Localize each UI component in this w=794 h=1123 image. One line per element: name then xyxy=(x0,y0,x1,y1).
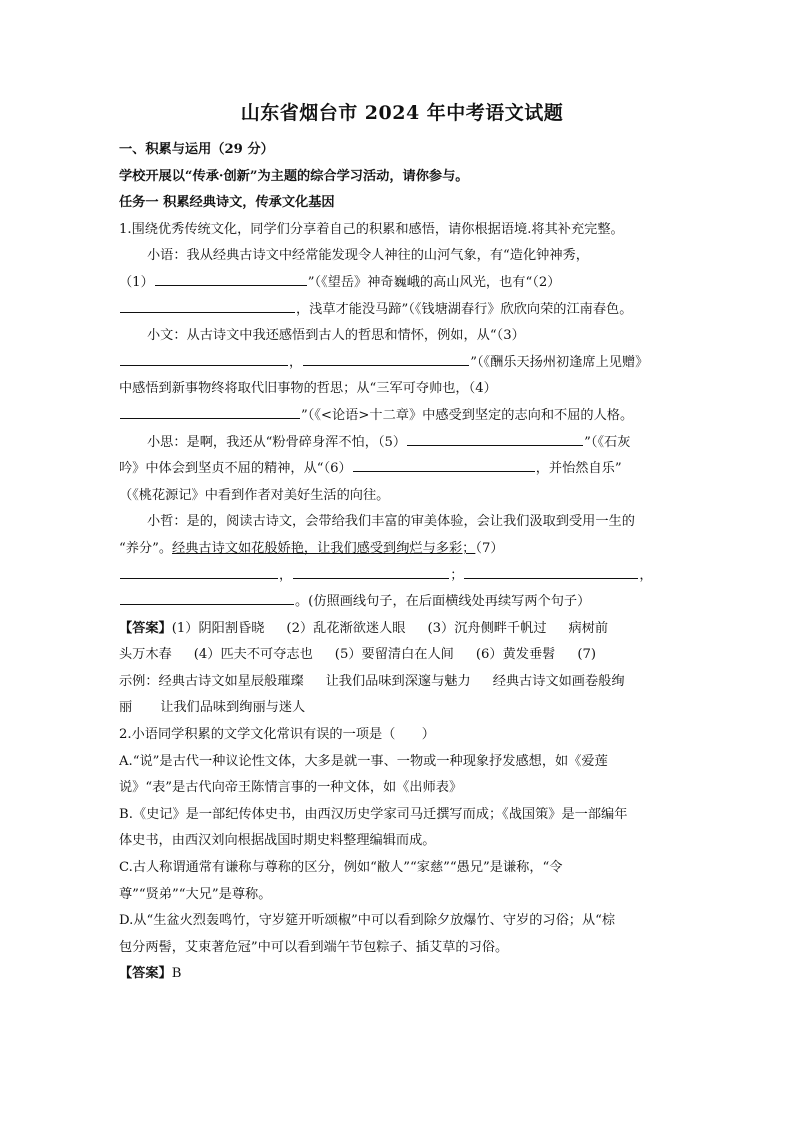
page-title: 山东省烟台市 2024 年中考语文试题 xyxy=(240,102,564,124)
xiaozhe-line-1: 小哲：是的，阅读古诗文，会带给我们丰富的审美体验，会让我们汲取到受用一生的 xyxy=(147,514,635,530)
exam-page xyxy=(119,92,685,988)
answer-item: 让我们品味到深邃与魅力 xyxy=(325,673,471,689)
answer-label: 【答案】 xyxy=(119,620,172,636)
fill-blank-4[interactable] xyxy=(120,403,300,419)
option-c-line-1: C.古人称谓通常有谦称与尊称的区分，例如“敝人”“家慈”“愚兄”是谦称，“令 xyxy=(119,860,563,876)
activity-intro: 学校开展以“传承·创新”为主题的综合学习活动，请你参与。 xyxy=(119,168,469,184)
xiaosi-line-2 xyxy=(119,456,685,483)
answer-value: B xyxy=(171,966,182,982)
xiaowen-line-3: 中感悟到新事物终将取代旧事物的哲思；从“三军可夺帅也，（4） xyxy=(119,381,497,397)
answer-item: 示例：经典古诗文如星辰般璀璨 xyxy=(119,673,304,689)
answer-1-line-3 xyxy=(119,669,685,696)
fill-blank-1[interactable] xyxy=(155,270,307,286)
option-b-line-2: 体史书，由西汉刘向根据战国时期史料整理编辑而成。 xyxy=(119,833,436,849)
fill-blank-7c[interactable] xyxy=(464,563,638,579)
comma: ， xyxy=(279,567,293,583)
answer-item: 病树前 xyxy=(568,620,609,636)
text: ”（《酬乐天扬州初逢席上见赠》 xyxy=(470,354,649,370)
answer-label: 【答案】 xyxy=(119,966,172,982)
question-2-stem: 2.小语同学积累的文学文化常识有误的一项是（ ） xyxy=(119,727,435,743)
answer-1-line-2 xyxy=(119,642,685,669)
answer-item: (7) xyxy=(577,647,597,663)
xiaosi-line-3: （《桃花源记》中看到作者对美好生活的向往。 xyxy=(119,487,390,503)
comma: ， xyxy=(289,354,303,370)
text: 吟》中体会到坚贞不屈的精神，从“（6） xyxy=(119,461,352,477)
text: 小思：是啊，我还从“粉骨碎身浑不怕，（5） xyxy=(147,434,407,450)
answer-item: (1）阴阳割昏晓 xyxy=(171,620,265,636)
label: （1） xyxy=(119,274,154,290)
text: ”（《望岳》神奇巍峨的高山风光，也有“（2） xyxy=(307,274,561,290)
answer-item: 经典古诗文如画卷般绚 xyxy=(492,673,625,689)
xiaoyu-line-2 xyxy=(119,270,685,297)
option-c-line-2: 尊”“贤弟”“大兄”是尊称。 xyxy=(119,886,272,902)
xiaoyu-line-3 xyxy=(119,297,685,324)
semicolon: ； xyxy=(450,567,464,583)
answer-item: (5）要留清白在人间 xyxy=(334,647,454,663)
answer-item: (4）匹夫不可夺志也 xyxy=(193,647,313,663)
option-d-line-2: 包分两髻，艾束著危冠”中可以看到端午节包粽子、插艾草的习俗。 xyxy=(119,939,509,955)
answer-2 xyxy=(119,961,685,988)
xiaozhe-line-2 xyxy=(119,536,685,563)
answer-item: 让我们品味到绚丽与迷人 xyxy=(160,700,306,716)
xiaowen-line-4 xyxy=(119,403,685,430)
fill-blank-7d[interactable] xyxy=(120,589,294,605)
answer-item: (6）黄发垂髫 xyxy=(475,647,556,663)
xiaosi-line-1 xyxy=(119,430,685,457)
text: “养分”。 xyxy=(119,540,173,556)
xiaoyu-line-1: 小语：我从经典古诗文中经常能发现令人神往的山河气象，有“造化钟神秀， xyxy=(147,248,589,264)
text: ”（《<论语>十二章》中感受到坚定的志向和不屈的人格。 xyxy=(301,407,634,423)
fill-blank-3a[interactable] xyxy=(120,350,288,366)
answer-1-line-1 xyxy=(119,616,685,643)
section-heading: 一、积累与运用（29 分） xyxy=(119,142,274,157)
text: 。(仿照画线句子，在后面横线处再续写两个句子） xyxy=(295,594,591,610)
option-b-line-1: B.《史记》是一部纪传体史书，由西汉历史学家司马迁撰写而成；《战国策》是一部编年 xyxy=(119,806,628,822)
answer-item: (3）沉舟侧畔千帆过 xyxy=(427,620,547,636)
text: ”（《石灰 xyxy=(584,434,631,450)
underlined-sentence: 经典古诗文如花般娇艳，让我们感受到绚烂与多彩； xyxy=(172,540,476,556)
fill-blank-2[interactable] xyxy=(120,297,295,313)
text: ，浅草才能没马蹄”（《钱塘湖春行》欣欣向荣的江南春色。 xyxy=(296,301,633,317)
text: （7） xyxy=(475,540,504,556)
xiaowen-line-2 xyxy=(119,350,685,377)
option-a-line-1: A.“说”是古代一种议论性文体，大多是就一事、一物或一种现象抒发感想，如《爱莲 xyxy=(119,753,608,769)
answer-1-line-4 xyxy=(119,695,685,722)
task-heading: 任务一 积累经典诗文，传承文化基因 xyxy=(119,195,335,211)
answer-item: (2）乱花渐欲迷人眼 xyxy=(286,620,406,636)
question-1-stem: 1.围绕优秀传统文化，同学们分享着自己的积累和感悟，请你根据语境.将其补充完整。 xyxy=(119,221,624,237)
comma: ， xyxy=(639,567,653,583)
fill-blank-7b[interactable] xyxy=(293,563,449,579)
xiaozhe-line-3 xyxy=(119,563,685,590)
xiaozhe-line-4 xyxy=(119,589,685,616)
answer-item: 丽 xyxy=(119,700,133,716)
fill-blank-7a[interactable] xyxy=(120,563,278,579)
answer-item: 头万木春 xyxy=(119,647,172,663)
fill-blank-3b[interactable] xyxy=(303,350,469,366)
fill-blank-6[interactable] xyxy=(353,456,535,472)
option-a-line-2: 说》“表”是古代向帝王陈情言事的一种文体，如《出师表》 xyxy=(119,780,463,796)
text: ，并怡然自乐” xyxy=(535,461,622,477)
fill-blank-5[interactable] xyxy=(407,430,583,446)
option-d-line-1: D.从“生盆火烈轰鸣竹，守岁筵开听颂椒”中可以看到除夕放爆竹、守岁的习俗；从“棕 xyxy=(119,913,616,929)
xiaowen-line-1: 小文：从古诗文中我还感悟到古人的哲思和情怀，例如，从“（3） xyxy=(147,328,525,344)
